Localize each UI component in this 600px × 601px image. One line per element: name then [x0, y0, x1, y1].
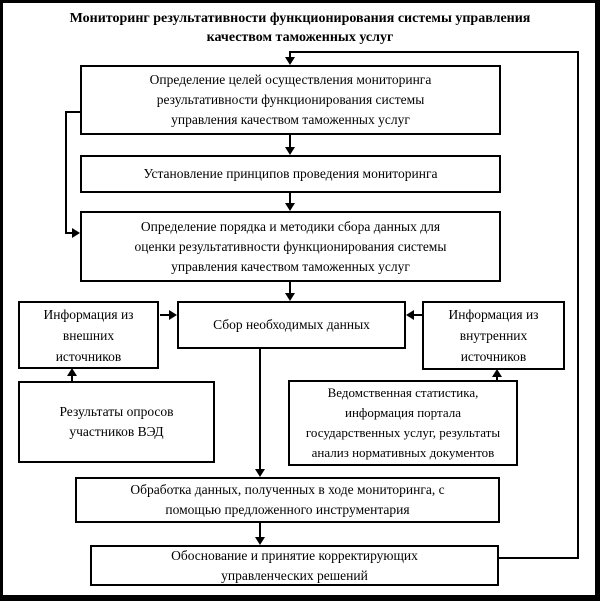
arrow-external-to-collect-icon [169, 310, 177, 320]
box-processing [75, 477, 500, 523]
arrow-goals-to-principles-shaft [289, 134, 291, 148]
box-internal-line: источников [460, 349, 527, 364]
box-methods [80, 211, 501, 282]
feedback-right-line [577, 51, 579, 559]
box-decisions [90, 545, 499, 586]
arrow-collect-to-processing-icon [255, 469, 265, 477]
box-principles-line: Установление принципов проведения мониторинга [143, 166, 438, 181]
box-internal-line: внутренних [459, 328, 528, 343]
box-goals [80, 65, 501, 135]
box-collect-line: Сбор необходимых данных [213, 317, 370, 332]
feedback-bottom-line [499, 557, 578, 559]
feedback-top-line [289, 51, 579, 53]
box-processing-line: Обработка данных, полученных в ходе мониторинга, с [130, 482, 445, 497]
arrow-processing-to-decisions-icon [255, 537, 265, 545]
box-processing-line: помощью предложенного инструментария [165, 502, 410, 517]
arrow-surveys-to-external-icon [67, 368, 77, 376]
box-collect-data [177, 301, 406, 349]
diagram-title-line: Мониторинг результативности функционирования системы управления [69, 11, 531, 26]
loop-left-vertical-line [65, 111, 67, 233]
box-statistics-line: анализ нормативных документов [311, 445, 495, 460]
arrow-collect-to-processing-shaft [259, 349, 261, 470]
arrow-stats-to-internal-icon [492, 369, 502, 377]
box-decisions-line: Обоснование и принятие корректирующих [171, 547, 418, 563]
box-internal-sources [422, 301, 565, 370]
arrow-methods-to-collect-icon [285, 293, 295, 301]
box-statistics-line: государственных услуг, результаты [305, 425, 501, 440]
diagram-title [0, 9, 600, 47]
box-decisions-line: управленческих решений [221, 567, 368, 583]
box-methods-line: управления качеством таможенных услуг [171, 258, 410, 274]
box-external-line: внешних [62, 327, 115, 343]
box-external-sources [18, 301, 159, 369]
box-surveys [18, 381, 215, 463]
box-external-line: источников [55, 348, 122, 364]
box-statistics-line: информация портала [345, 405, 461, 420]
arrow-loop-to-methods-icon [72, 228, 80, 238]
box-goals-line: результативности функционирования системы [156, 92, 425, 107]
box-principles [80, 155, 501, 193]
box-methods-line: оценки результативности функционирования системы [134, 238, 447, 254]
diagram-title-line: качеством таможенных услуг [206, 30, 394, 45]
arrow-goals-to-principles-icon [285, 147, 295, 155]
box-surveys-line: Результаты опросов [59, 404, 174, 419]
box-statistics-line: Ведомственная статистика, [327, 385, 479, 400]
box-internal-line: Информация из [448, 307, 539, 322]
arrow-principles-to-methods-icon [285, 203, 295, 211]
arrow-feedback-to-goals-icon [285, 57, 295, 65]
arrow-processing-to-decisions-shaft [259, 523, 261, 538]
arrow-internal-to-collect-shaft [413, 314, 422, 316]
box-external-line: Информация из [43, 306, 134, 322]
box-goals-line: управления качеством таможенных услуг [171, 112, 410, 127]
loop-left-top-line [65, 111, 81, 113]
box-surveys-line: участников ВЭД [69, 424, 164, 439]
arrow-internal-to-collect-icon [406, 310, 414, 320]
box-statistics [288, 380, 518, 466]
box-goals-line: Определение целей осуществления мониторинга [149, 72, 432, 87]
box-methods-line: Определение порядка и методики сбора данных для [140, 218, 441, 234]
